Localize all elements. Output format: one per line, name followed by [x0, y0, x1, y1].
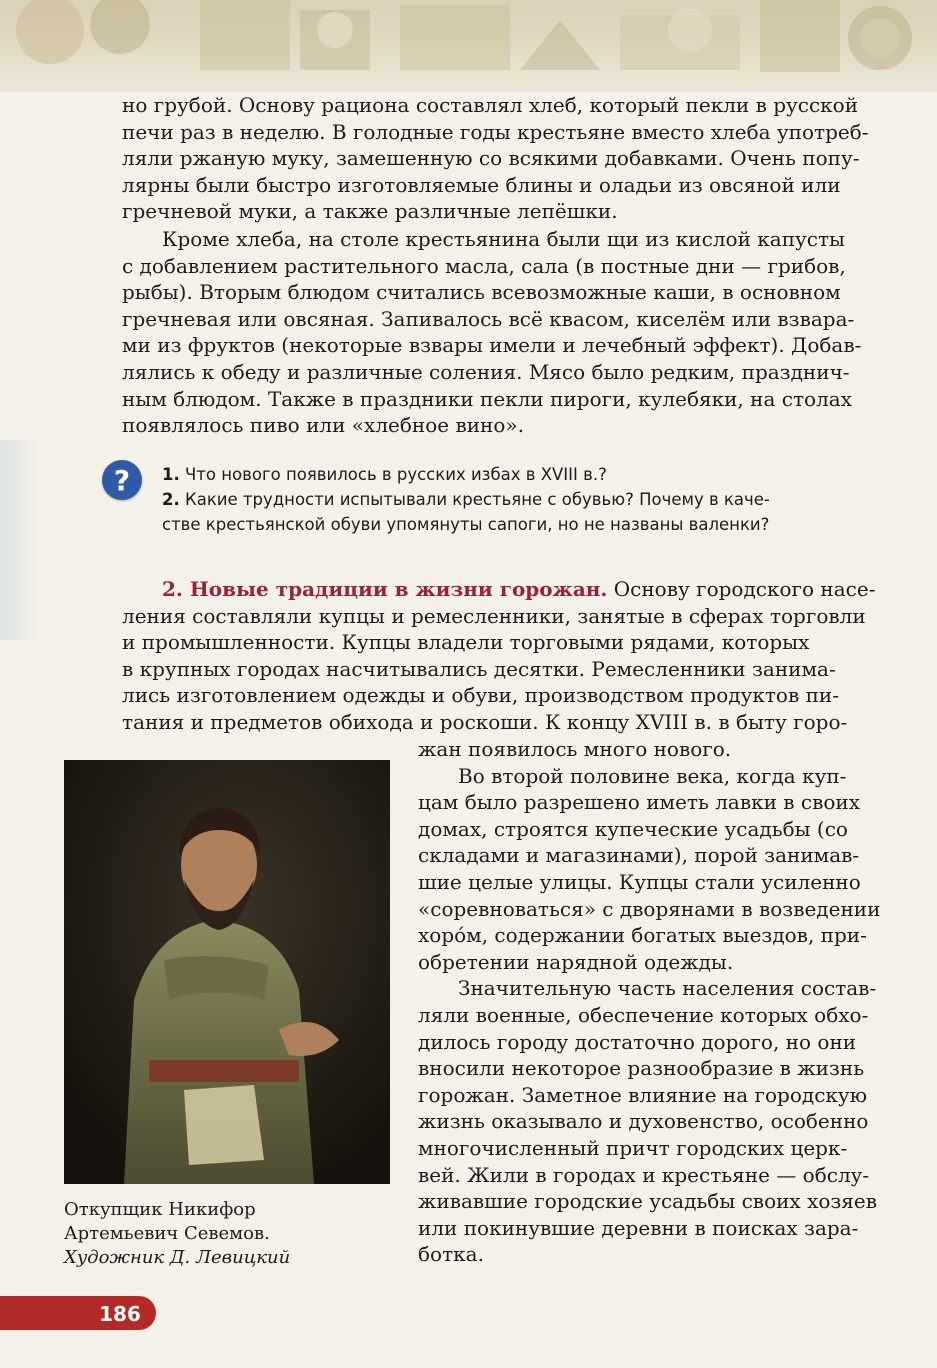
question-2-continuation: стве крестьянской обуви упомянуты сапоги, но не названы валенки? — [162, 515, 770, 534]
text-line: вей. Жили в городах и крестьяне — обслу- — [418, 1162, 870, 1187]
text-line: гречневой муки, а также различные лепёшки. — [122, 199, 618, 224]
question-text: Какие трудности испытывали крестьяне с обувью? Почему в каче- — [179, 490, 770, 509]
side-decoration — [0, 440, 38, 640]
text-line: с добавлением растительного масла, сала (в постные дни — грибов, — [122, 253, 846, 278]
text-line: цам было разрешено иметь лавки в своих — [418, 790, 861, 815]
text-line: рыбы). Вторым блюдом считались всевозможные каши, в основном — [122, 280, 841, 305]
text-line: ми из фруктов (некоторые взвары имели и лечебный эффект). Добав- — [122, 333, 862, 358]
text-line: ляли военные, обеспечение которых обхо- — [418, 1002, 869, 1027]
portrait-painting — [64, 760, 390, 1184]
banner-illustration — [0, 0, 937, 92]
text-line: обретении нарядной одежды. — [418, 949, 734, 974]
text-line: Кроме хлеба, на столе крестьянина были щи из кислой капусты — [162, 227, 845, 251]
question-number: 2. — [162, 490, 180, 509]
text-line: лялись к обеду и различные соления. Мясо было редким, празднич- — [122, 359, 850, 384]
text-line: в крупных городах насчитывались десятки. Ремесленники занима- — [122, 656, 836, 681]
portrait-illustration — [64, 760, 390, 1184]
text-line: жизнь оказывало и духовенство, особенно — [418, 1109, 869, 1134]
paragraph-diet — [122, 92, 890, 225]
review-questions — [162, 462, 888, 537]
text-line: вносили некоторое разнообразие в жизнь — [418, 1056, 865, 1081]
text-line: лись изготовлением одежды и обуви, производством продуктов пи- — [122, 683, 839, 708]
text-line: многочисленный причт городских церк- — [418, 1135, 848, 1160]
text-line: лярны были быстро изготовляемые блины и оладьи из овсяной или — [122, 172, 841, 197]
text-line: печи раз в неделю. В голодные годы крестьяне вместо хлеба употреб- — [122, 119, 869, 144]
text-line: хоро́м, содержании богатых выездов, при- — [418, 923, 867, 948]
section-first-line — [122, 576, 890, 603]
caption-artist: Художник Д. Левицкий — [64, 1247, 291, 1268]
question-icon: ? — [102, 460, 142, 500]
text-line: и промышленности. Купцы владели торговыми рядами, которых — [122, 630, 810, 655]
question-2 — [162, 487, 888, 512]
text-line: появлялось пиво или «хлебное вино». — [122, 413, 525, 438]
text-line: гречневая или овсяная. Запивалось всё квасом, киселём или взвара- — [122, 306, 855, 331]
text-line: Основу городского насе- — [607, 577, 876, 601]
text-line: шие целые улицы. Купцы стали усиленно — [418, 869, 861, 894]
text-line: «соревноваться» с дворянами в возведении — [418, 896, 881, 921]
text-line: Во второй половине века, когда куп- — [458, 763, 847, 788]
section-townspeople — [122, 576, 890, 736]
question-number: 1. — [162, 465, 180, 484]
section-heading: 2. Новые традиции в жизни горожан. — [162, 577, 608, 601]
text-line: складами и магазинами), порой занимав- — [418, 843, 860, 868]
text-line: живавшие городские усадьбы своих хозяев — [418, 1189, 878, 1214]
text-line: ным блюдом. Также в праздники пекли пироги, кулебяки, на столах — [122, 386, 852, 411]
caption-line: Артемьевич Севемов. — [64, 1223, 270, 1244]
text-line: ления составляли купцы и ремесленники, занятые в сферах торговли — [122, 603, 866, 628]
column-beside-portrait — [418, 736, 896, 1268]
text-line: но грубой. Основу рациона составлял хлеб, который пекли в русской — [122, 93, 859, 117]
text-line: тания и предметов обихода и роскоши. К концу XVIII в. в быту горо- — [122, 709, 848, 734]
text-line: ляли ржаную муку, замешенную со всякими добавками. Очень попу- — [122, 146, 860, 171]
page-number: 186 — [99, 1302, 141, 1326]
question-text: Что нового появилось в русских избах в XVIII в.? — [179, 465, 607, 484]
text-line: жан появилось много нового. — [418, 737, 732, 761]
caption-line: Откупщик Никифор — [64, 1199, 256, 1220]
question-1 — [162, 462, 888, 487]
text-line: или покинувшие деревни в поисках зара- — [418, 1215, 859, 1240]
text-line: горожан. Заметное влияние на городскую — [418, 1082, 868, 1107]
text-line: домах, строятся купеческие усадьбы (со — [418, 816, 848, 841]
portrait-caption — [64, 1198, 394, 1270]
header-banner — [0, 0, 937, 92]
text-line: дилось городу достаточно дорого, но они — [418, 1029, 857, 1054]
paragraph-food — [122, 226, 890, 439]
text-line: ботка. — [418, 1242, 484, 1267]
text-line: Значительную часть населения состав- — [458, 976, 877, 1001]
